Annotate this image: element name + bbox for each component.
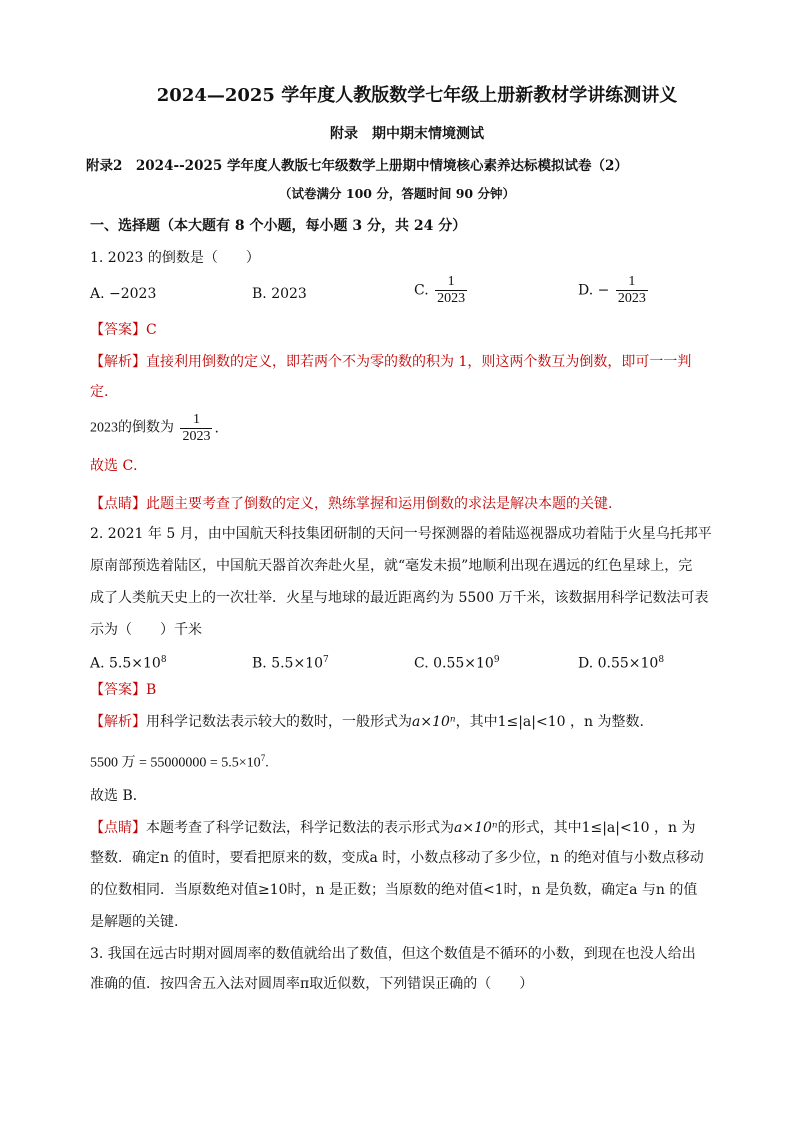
option-text: C. 0.55×10 <box>414 655 494 672</box>
paper-title: 附录2 2024--2025 学年度人教版七年级数学上册期中情境核心素养达标模拟试卷（2） <box>86 158 628 174</box>
calc-exponent: 7 <box>260 753 266 763</box>
q1-option-d-fraction <box>616 274 648 307</box>
calc-prefix: 2023的倒数为 <box>90 420 174 436</box>
analysis-formula: a×10ⁿ <box>412 714 456 730</box>
calc-suffix: . <box>265 755 269 771</box>
q2-option-d <box>578 650 664 674</box>
comment-text: 此题主要考查了倒数的定义，熟练掌握和运用倒数的求法是解决本题的关键. <box>146 496 613 512</box>
document-title: 2024—2025 学年度人教版数学七年级上册新教材学讲练测讲义 <box>156 85 678 106</box>
fraction-numerator: 1 <box>447 274 455 289</box>
q2-analysis <box>90 712 644 732</box>
fraction-numerator: 1 <box>628 274 636 289</box>
q2-comment-line-4: 是解题的关键. <box>90 914 179 930</box>
section-heading: 一、选择题（本大题有 8 个小题，每小题 3 分，共 24 分） <box>90 218 467 234</box>
fraction-denominator: 2023 <box>617 291 646 306</box>
fraction-numerator: 1 <box>192 412 200 427</box>
calc-fraction <box>180 412 212 445</box>
analysis-tag: 【解析】 <box>90 354 146 370</box>
option-exponent: 7 <box>323 655 329 665</box>
q2-comment-line-2: 整数．确定n 的值时，要看把原来的数，变成a 时，小数点移动了多少位，n 的绝对值与小数点移动 <box>90 850 704 866</box>
q1-option-c <box>414 274 469 307</box>
option-text: D. 0.55×10 <box>578 655 659 672</box>
calc-text: 5500 万 = 55000000 = 5.5×10 <box>90 755 261 771</box>
answer-value: B <box>146 682 157 698</box>
q2-comment <box>90 818 695 838</box>
option-exponent: 9 <box>493 655 500 665</box>
q3-stem-line-1: 3. 我国在远古时期对圆周率的数值就给出了数值，但这个数值是不循环的小数，到现在也没人给出 <box>90 946 696 962</box>
analysis-text-cont: ，其中1≤|a|<10 ，n 为整数. <box>455 714 644 730</box>
analysis-text: 用科学记数法表示较大的数时，一般形式为 <box>146 714 412 730</box>
q2-calculation <box>90 748 269 774</box>
analysis-tag: 【解析】 <box>90 714 146 730</box>
option-exponent: 8 <box>160 655 167 665</box>
q2-stem-line-4: 示为（ ）千米 <box>90 622 202 638</box>
fraction-denominator: 2023 <box>182 429 211 444</box>
q3-stem-line-2: 准确的值．按四舍五入法对圆周率π取近似数，下列错误正确的（ ） <box>90 976 534 992</box>
q1-stem: 1. 2023 的倒数是（ ） <box>90 250 260 266</box>
comment-formula: a×10ⁿ <box>454 820 498 836</box>
q2-stem-line-3: 成了人类航天史上的一次壮举．火星与地球的最近距离约为 5500 万千米，该数据用科学记数法可表 <box>90 590 709 606</box>
calc-suffix: . <box>214 420 219 437</box>
q2-stem-line-2: 原南部预选着陆区，中国航天器首次奔赴火星，就“毫发未损”地顺利出现在遇远的红色星球上，完 <box>90 558 693 574</box>
q2-stem-line-1: 2. 2021 年 5 月，由中国航天科技集团研制的天问一号探测器的着陆巡视器成功着陆于火星乌托邦平 <box>90 526 712 542</box>
exam-note: （试卷满分 100 分，答题时间 90 分钟） <box>279 186 515 201</box>
q1-option-d-label: D. − <box>578 282 610 299</box>
answer-tag: 【答案】 <box>90 682 146 698</box>
comment-tag: 【点睛】 <box>90 820 146 836</box>
q1-answer <box>90 320 157 340</box>
comment-text: 本题考查了科学记数法，科学记数法的表示形式为 <box>146 820 454 836</box>
q2-answer <box>90 680 156 700</box>
q1-option-b: B. 2023 <box>252 286 307 302</box>
q2-option-a <box>90 650 167 674</box>
q1-option-c-label: C. <box>414 282 429 299</box>
q2-option-b <box>252 650 329 674</box>
answer-tag: 【答案】 <box>90 322 146 338</box>
option-text: A. 5.5×10 <box>90 655 161 672</box>
q1-calculation <box>90 412 219 445</box>
q1-choose: 故选 C． <box>90 458 148 474</box>
q1-option-c-fraction <box>435 274 467 307</box>
option-exponent: 8 <box>658 655 665 665</box>
q1-analysis-cont: 定. <box>90 384 109 400</box>
q2-comment-line-3: 的位数相同．当原数绝对值≥10时，n 是正数；当原数的绝对值<1时，n 是负数，确定a 与n 的值 <box>90 882 698 898</box>
q2-choose: 故选 B． <box>90 788 147 804</box>
q1-analysis <box>90 352 691 372</box>
q1-option-a: A. −2023 <box>90 286 157 302</box>
analysis-text: 直接利用倒数的定义，即若两个不为零的数的积为 1，则这两个数互为倒数，即可一一判 <box>146 354 692 370</box>
q1-option-d <box>578 274 650 307</box>
appendix-heading: 附录 期中期末情境测试 <box>330 126 484 142</box>
q2-option-c <box>414 650 500 674</box>
comment-text-cont: 的形式，其中1≤|a|<10 ，n 为 <box>497 820 696 836</box>
fraction-denominator: 2023 <box>437 291 466 306</box>
option-text: B. 5.5×10 <box>252 655 323 672</box>
q1-comment <box>90 494 612 514</box>
comment-tag: 【点睛】 <box>90 496 146 512</box>
answer-value: C <box>146 322 157 338</box>
